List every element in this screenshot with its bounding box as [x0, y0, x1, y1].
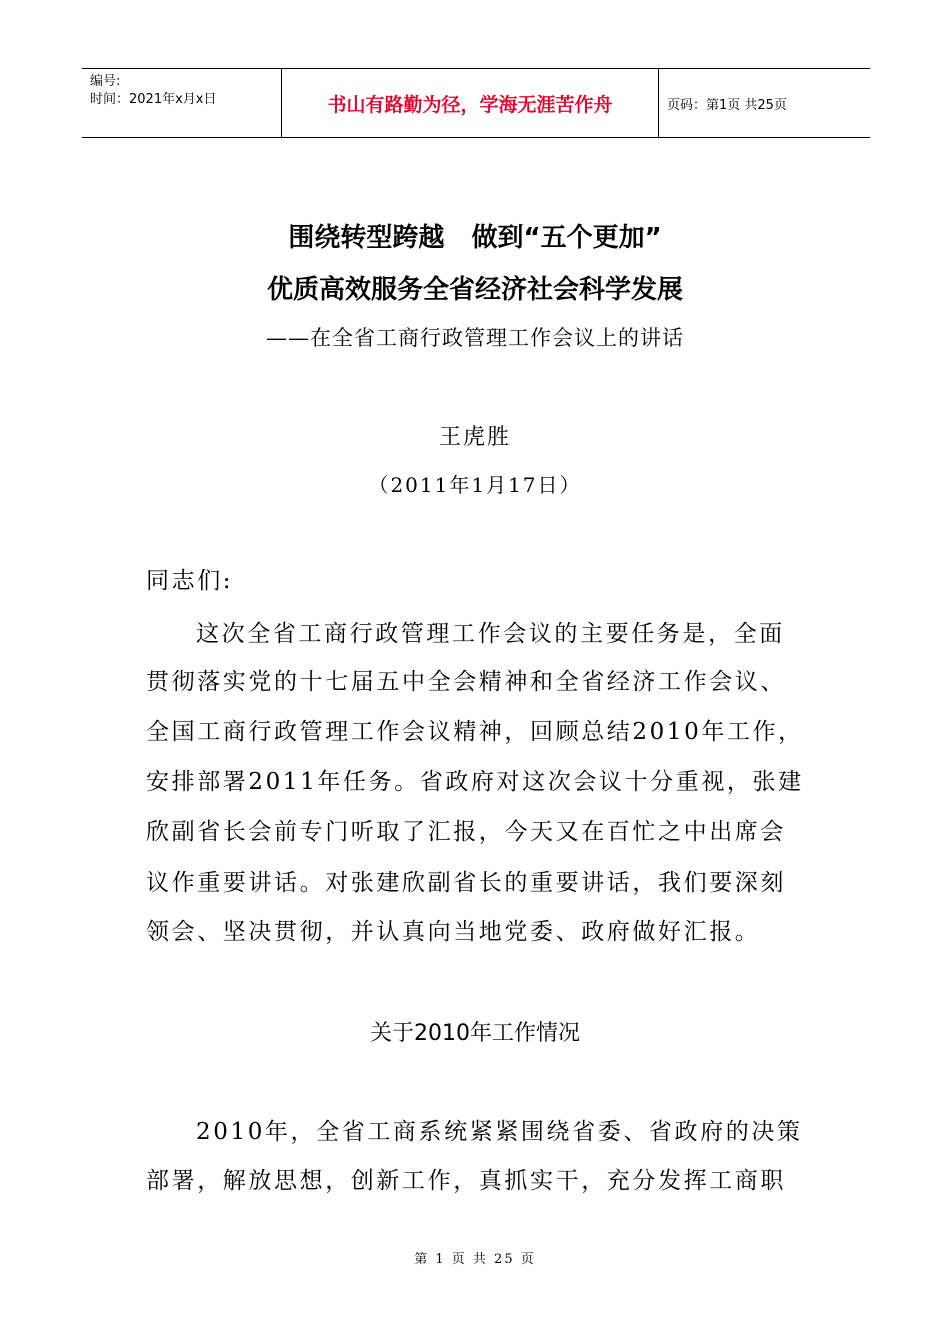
salutation: 同志们: [146, 568, 234, 594]
title-line-2: 优质高效服务全省经济社会科学发展 [266, 275, 683, 305]
section-heading: 关于2010年工作情况 [370, 1021, 580, 1046]
serial-label: 编号: [90, 74, 121, 89]
paragraph2-line: 2010年，全省工商系统紧紧围绕省委、省政府的决策 [196, 1119, 803, 1145]
subtitle: ——在全省工商行政管理工作会议上的讲话 [266, 326, 684, 350]
paragraph1-line: 贯彻落实党的十七届五中全会精神和全省经济工作会议、 [146, 669, 786, 695]
header-page-info: 页码：第1页 共25页 [667, 97, 787, 113]
speech-date: （2011年1月17日） [368, 473, 582, 497]
author: 王虎胜 [438, 425, 511, 450]
paragraph1-line: 领会、坚决贯彻，并认真向当地党委、政府做好汇报。 [146, 919, 761, 945]
paragraph1-line: 议作重要讲话。对张建欣副省长的重要讲话，我们要深刻 [146, 870, 786, 896]
paragraph1-line: 欣副省长会前专门听取了汇报，今天又在百忙之中出席会 [146, 819, 786, 845]
header-meta [82, 69, 282, 137]
paragraph1-line: 全国工商行政管理工作会议精神，回顾总结2010年工作， [146, 719, 804, 745]
header-motto: 书山有路勤为径，学海无涯苦作舟 [282, 69, 659, 137]
document-header [82, 68, 870, 138]
paragraph1-line: 安排部署2011年任务。省政府对这次会议十分重视，张建 [146, 769, 804, 795]
paragraph2-line: 部署，解放思想，创新工作，真抓实干，充分发挥工商职 [146, 1168, 786, 1194]
paragraph1-line: 这次全省工商行政管理工作会议的主要任务是，全面 [196, 621, 785, 647]
footer-page-number: 第 1 页 共 25 页 [414, 1252, 536, 1267]
title-line-1: 围绕转型跨越 做到“五个更加” [288, 223, 662, 253]
time-label: 时间：2021年x月x日 [90, 92, 217, 107]
